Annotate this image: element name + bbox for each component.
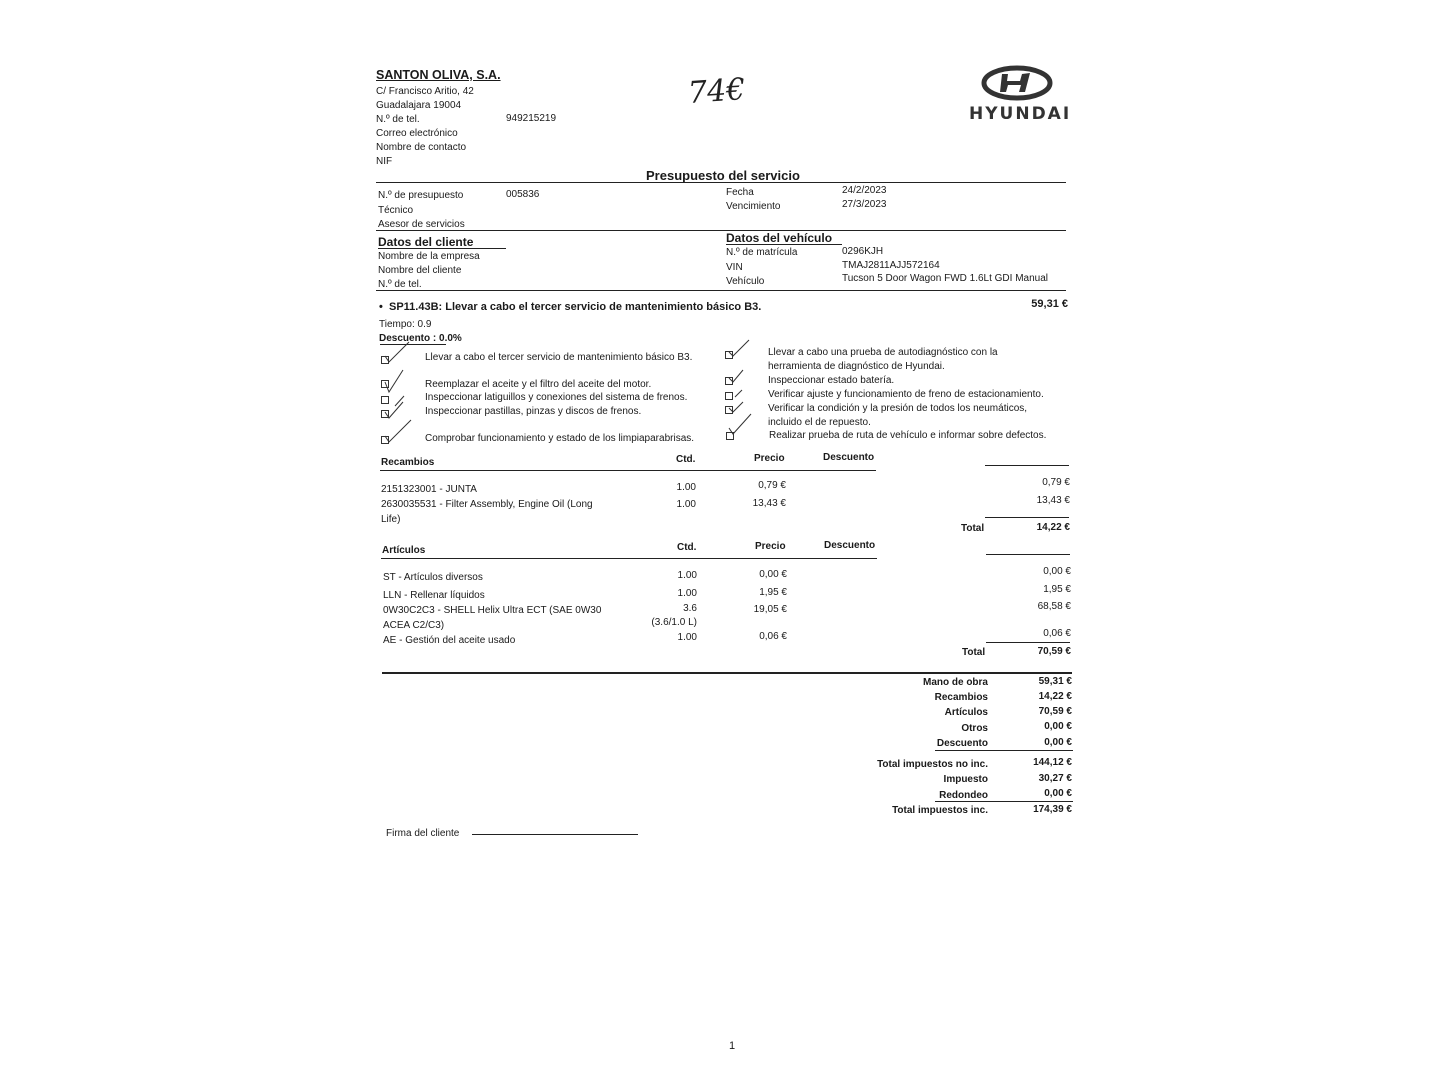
summary-mano-obra-value: 59,31 € — [1038, 676, 1072, 687]
recambios-row-2-ctd: 1.00 — [676, 499, 696, 510]
summary-articulos-label: Artículos — [944, 707, 988, 718]
client-empresa-label: Nombre de la empresa — [378, 251, 480, 262]
recambios-total-label: Total — [961, 523, 985, 534]
summary-total-label: Total impuestos inc. — [892, 805, 988, 816]
task-left-2: Reemplazar el aceite y el filtro del aceite del motor. — [425, 379, 652, 390]
fecha-label: Fecha — [726, 187, 754, 198]
articulos-total-rule — [986, 642, 1070, 643]
articulos-total: 70,59 € — [1037, 646, 1071, 657]
service-tiempo: Tiempo: 0.9 — [379, 319, 432, 330]
articulos-row-4-ctd: 1.00 — [677, 632, 697, 643]
title-divider — [376, 182, 1066, 183]
recambios-header-rule-right — [985, 465, 1069, 466]
task-right-1b: herramienta de diagnóstico de Hyundai. — [768, 361, 945, 372]
service-price: 59,31 € — [1031, 298, 1068, 310]
client-nombre-label: Nombre del cliente — [378, 265, 462, 276]
task-right-3: Verificar ajuste y funcionamiento de freno de estacionamiento. — [768, 389, 1044, 400]
articulos-row-3-ctd: 3.6 — [683, 603, 697, 614]
recambios-row-1-precio: 0,79 € — [758, 480, 786, 491]
articulos-heading: Artículos — [382, 545, 426, 556]
recambios-row-2-desc2: Life) — [381, 514, 401, 525]
articulos-col-descuento: Descuento — [824, 540, 876, 551]
info-divider — [376, 230, 1066, 231]
task-left-3: Inspeccionar latiguillos y conexiones del sistema de frenos. — [425, 392, 688, 403]
articulos-row-3-importe: 68,58 € — [1037, 601, 1071, 612]
handwritten-checkmark-icon — [727, 412, 753, 438]
vencimiento-value: 27/3/2023 — [842, 199, 887, 210]
page-title: Presupuesto del servicio — [646, 168, 800, 183]
company-address-2: Guadalajara 19004 — [376, 100, 462, 111]
tecnico-label: Técnico — [378, 205, 414, 216]
articulos-row-3-desc: 0W30C2C3 - SHELL Helix Ultra ECT (SAE 0W30 — [383, 605, 602, 616]
recambios-row-1-importe: 0,79 € — [1042, 477, 1070, 488]
recambios-total: 14,22 € — [1036, 522, 1070, 533]
articulos-row-3-ctd-detail: (3.6/1.0 L) — [651, 617, 697, 628]
articulos-col-precio: Precio — [755, 541, 786, 552]
recambios-header-rule — [380, 470, 876, 471]
summary-redondeo-label: Redondeo — [939, 790, 988, 801]
recambios-col-precio: Precio — [754, 453, 785, 464]
task-left-4: Inspeccionar pastillas, pinzas y discos de frenos. — [425, 406, 642, 417]
summary-recambios-label: Recambios — [934, 692, 988, 703]
client-heading: Datos del cliente — [378, 235, 474, 249]
vencimiento-label: Vencimiento — [726, 201, 781, 212]
vehicle-vin-label: VIN — [726, 262, 743, 273]
service-descuento: Descuento : 0.0% — [379, 333, 462, 344]
summary-no-tax-value: 144,12 € — [1033, 757, 1072, 768]
signature-label: Firma del cliente — [386, 828, 460, 839]
summary-descuento-label: Descuento — [936, 738, 988, 749]
recambios-row-2-desc: 2630035531 - Filter Assembly, Engine Oil (Long — [381, 499, 593, 510]
task-left-5: Comprobar funcionamiento y estado de los limpiaparabrisas. — [425, 433, 695, 444]
recambios-total-rule — [985, 517, 1069, 518]
recambios-row-2-precio: 13,43 € — [752, 498, 786, 509]
summary-mano-obra-label: Mano de obra — [922, 677, 988, 688]
client-vehicle-divider — [376, 290, 1066, 291]
task-checkbox[interactable] — [725, 392, 733, 400]
task-right-5: Realizar prueba de ruta de vehículo e informar sobre defectos. — [769, 430, 1047, 441]
recambios-row-2-importe: 13,43 € — [1036, 495, 1070, 506]
recambios-row-1-ctd: 1.00 — [676, 482, 696, 493]
handwritten-note: 74€ — [686, 72, 747, 111]
recambios-heading: Recambios — [381, 457, 435, 468]
summary-impuesto-value: 30,27 € — [1038, 773, 1072, 784]
summary-impuesto-label: Impuesto — [943, 774, 988, 785]
handwritten-checkmark-icon — [383, 368, 405, 396]
hyundai-logo-icon — [980, 64, 1054, 102]
service-title: SP11.43B: Llevar a cabo el tercer servicio de mantenimiento básico B3. — [389, 301, 762, 313]
articulos-row-4-precio: 0,06 € — [759, 631, 787, 642]
articulos-row-4-desc: AE - Gestión del aceite usado — [383, 635, 516, 646]
company-tel-label: N.º de tel. — [376, 114, 420, 125]
articulos-header-rule-right — [986, 554, 1070, 555]
vehicle-heading-underline — [726, 244, 842, 245]
asesor-label: Asesor de servicios — [378, 219, 465, 230]
articulos-row-4-importe: 0,06 € — [1043, 628, 1071, 639]
fecha-value: 24/2/2023 — [842, 185, 887, 196]
recambios-row-1-desc: 2151323001 - JUNTA — [381, 484, 477, 495]
articulos-col-ctd: Ctd. — [677, 542, 697, 553]
articulos-header-rule — [381, 558, 877, 559]
task-right-2: Inspeccionar estado batería. — [768, 375, 895, 386]
summary-otros-label: Otros — [961, 723, 988, 734]
items-end-rule — [382, 672, 1072, 674]
articulos-total-label: Total — [962, 647, 986, 658]
summary-recambios-value: 14,22 € — [1038, 691, 1072, 702]
vehicle-vin: TMAJ2811AJJ572164 — [842, 260, 940, 271]
service-bullet: • — [379, 301, 383, 313]
signature-line — [472, 834, 638, 835]
articulos-row-1-desc: ST - Artículos diversos — [383, 572, 483, 583]
summary-no-tax-label: Total impuestos no inc. — [877, 759, 988, 770]
task-right-4b: incluido el de repuesto. — [768, 417, 871, 428]
handwritten-checkmark-icon — [383, 340, 411, 370]
handwritten-checkmark-icon — [383, 418, 413, 444]
recambios-col-ctd: Ctd. — [676, 454, 696, 465]
task-left-1: Llevar a cabo el tercer servicio de mantenimiento básico B3. — [425, 352, 693, 363]
articulos-row-3-desc2: ACEA C2/C3) — [383, 620, 445, 631]
company-nif-label: NIF — [376, 156, 393, 167]
articulos-row-1-importe: 0,00 € — [1043, 566, 1071, 577]
articulos-row-2-importe: 1,95 € — [1043, 584, 1071, 595]
handwritten-checkmark-icon — [727, 338, 751, 360]
company-contact-label: Nombre de contacto — [376, 142, 467, 153]
articulos-row-2-desc: LLN - Rellenar líquidos — [383, 590, 485, 601]
articulos-row-1-precio: 0,00 € — [759, 569, 787, 580]
articulos-row-2-precio: 1,95 € — [759, 587, 787, 598]
summary-descuento-value: 0,00 € — [1044, 737, 1072, 748]
articulos-row-3-precio: 19,05 € — [753, 604, 787, 615]
client-heading-underline — [378, 248, 506, 249]
vehicle-model-label: Vehículo — [726, 276, 765, 287]
page-number: 1 — [729, 1040, 736, 1052]
task-right-1a: Llevar a cabo una prueba de autodiagnóstico con la — [768, 347, 998, 358]
vehicle-heading: Datos del vehículo — [726, 231, 833, 245]
task-right-4a: Verificar la condición y la presión de todos los neumáticos, — [768, 403, 1028, 414]
budget-number-label: N.º de presupuesto — [378, 190, 464, 201]
summary-total-rule — [935, 801, 1073, 802]
summary-otros-value: 0,00 € — [1044, 721, 1072, 732]
company-tel: 949215219 — [506, 113, 557, 124]
recambios-col-descuento: Descuento — [823, 452, 875, 463]
hyundai-logo-text: HYUNDAI — [969, 104, 1072, 124]
summary-total-value: 174,39 € — [1033, 804, 1072, 815]
vehicle-model: Tucson 5 Door Wagon FWD 1.6Lt GDI Manual — [842, 273, 1049, 284]
articulos-row-2-ctd: 1.00 — [677, 588, 697, 599]
handwritten-checkmark-icon — [734, 389, 744, 399]
company-name: SANTON OLIVA, S.A. — [376, 68, 501, 82]
vehicle-matricula: 0296KJH — [842, 246, 884, 257]
vehicle-matricula-label: N.º de matrícula — [726, 247, 798, 258]
summary-articulos-value: 70,59 € — [1038, 706, 1072, 717]
company-email-label: Correo electrónico — [376, 128, 458, 139]
summary-subtotal-rule — [935, 750, 1073, 751]
summary-redondeo-value: 0,00 € — [1044, 788, 1072, 799]
budget-number: 005836 — [506, 189, 540, 200]
articulos-row-1-ctd: 1.00 — [677, 570, 697, 581]
client-tel-label: N.º de tel. — [378, 279, 422, 290]
handwritten-checkmark-icon — [727, 368, 745, 384]
company-address-1: C/ Francisco Aritio, 42 — [376, 86, 474, 97]
